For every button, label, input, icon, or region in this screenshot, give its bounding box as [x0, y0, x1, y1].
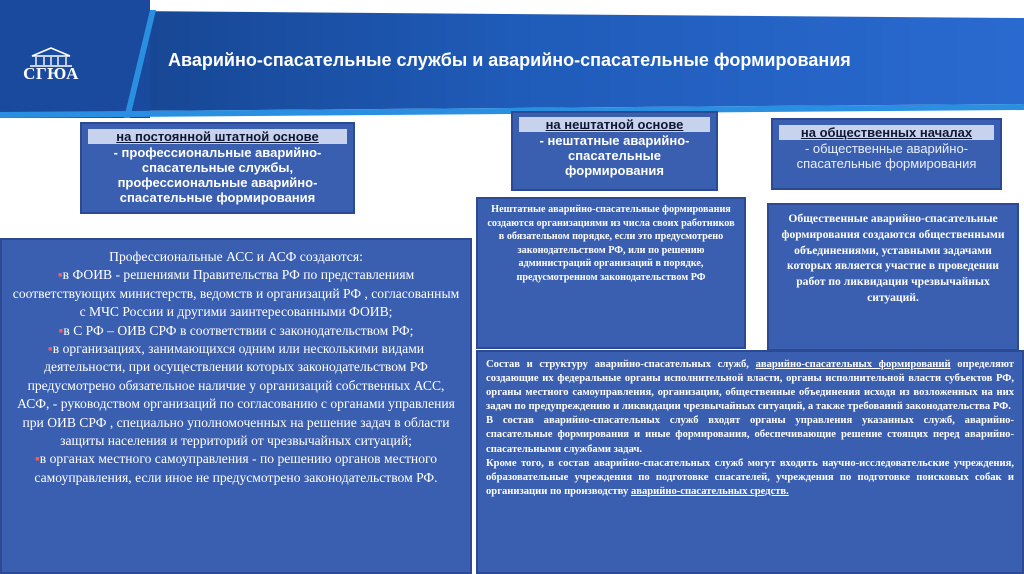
nonstaff-basis-text: - нештатные аварийно-спасательные формирования: [539, 133, 690, 178]
list-item: ▪в организациях, занимающихся одним или несколькими видами деятельности, при осуществлении которых законодательством РФ предусмотрено обязательное наличие у организаций собственных АСС, АСФ, - руководством организаций по согласованию с органами управления при ОИВ СРФ , специально уполномоченных на решение задач в области защиты населения и территорий от чрезвычайных ситуаций;: [17, 341, 455, 449]
nonstaff-creation-box: [476, 197, 746, 349]
nonstaff-basis-lead: на нештатной основе: [519, 117, 710, 132]
composition-paragraph-3: Кроме того, в состав аварийно-спасательных служб могут входить научно-исследовательские учреждения, образовательные учреждения по подготовке спасателей, учреждения по подготовке поисковых собак и организации по производству аварийно-спасательных средств.: [486, 457, 1014, 497]
bullet-icon: ▪: [47, 341, 53, 357]
list-item: ▪в ФОИВ - решениями Правительства РФ по представлениям соответствующих министерств, ведомств и организаций РФ , согласованным с МЧС России и другими заинтересованными ФОИВ;: [12, 267, 460, 320]
professional-intro: Профессиональные АСС и АСФ создаются:: [109, 249, 363, 264]
permanent-basis-text: - профессиональные аварийно-спасательные службы, профессиональные аварийно-спасательные формирования: [113, 145, 322, 205]
composition-box: [476, 350, 1024, 574]
logo-text: СГЮА: [23, 64, 79, 83]
nonstaff-basis-box: [511, 111, 718, 191]
page-title: Аварийно-спасательные службы и аварийно-спасательные формирования: [168, 50, 851, 70]
public-basis-text: - общественные аварийно-спасательные формирования: [796, 141, 977, 171]
composition-paragraph-1: Состав и структуру аварийно-спасательных служб, аварийно-спасательных формирований определяют создающие их федеральные органы исполнительной власти, органы исполнительной власти субъектов РФ, органы местного самоуправления, организации, общественные объединения исходя из возложенных на них задач по предупреждению и ликвидации чрезвычайных ситуаций, а также требований законодательства РФ.: [486, 359, 1014, 413]
logo: [18, 46, 84, 96]
bullet-icon: ▪: [57, 267, 63, 283]
public-basis-box: [771, 118, 1002, 190]
public-basis-lead: на общественных началах: [779, 125, 994, 140]
bullet-icon: ▪: [34, 451, 40, 467]
permanent-basis-lead: на постоянной штатной основе: [88, 129, 347, 144]
nonstaff-creation-text: Нештатные аварийно-спасательные формирования создаются организациями из числа своих работников в обязательном порядке, если это предусмотрено законодательством РФ, или по решению администраций организаций в порядке, предусмотренном законодательством РФ: [487, 204, 735, 283]
public-creation-box: [767, 203, 1019, 351]
composition-paragraph-2: В состав аварийно-спасательных служб входят органы управления указанных служб, аварийно-спасательные формирования и иные формирования, обеспечивающие решение стоящих перед аварийно-спасательными службами задач.: [486, 415, 1014, 455]
list-item: ▪в С РФ – ОИВ СРФ в соответствии с законодательством РФ;: [58, 322, 414, 338]
bullet-icon: ▪: [58, 322, 64, 338]
list-item: ▪в органах местного самоуправления - по решению органов местного самоуправления, если иное не предусмотрено законодательством РФ.: [34, 451, 438, 485]
permanent-basis-box: [80, 122, 355, 214]
professional-creation-box: [0, 238, 472, 574]
header: [0, 0, 1024, 118]
public-creation-text: Общественные аварийно-спасательные формирования создаются общественными объединениями, уставными задачами которых является участие в проведении работ по ликвидации чрезвычайных ситуаций.: [781, 212, 1005, 304]
